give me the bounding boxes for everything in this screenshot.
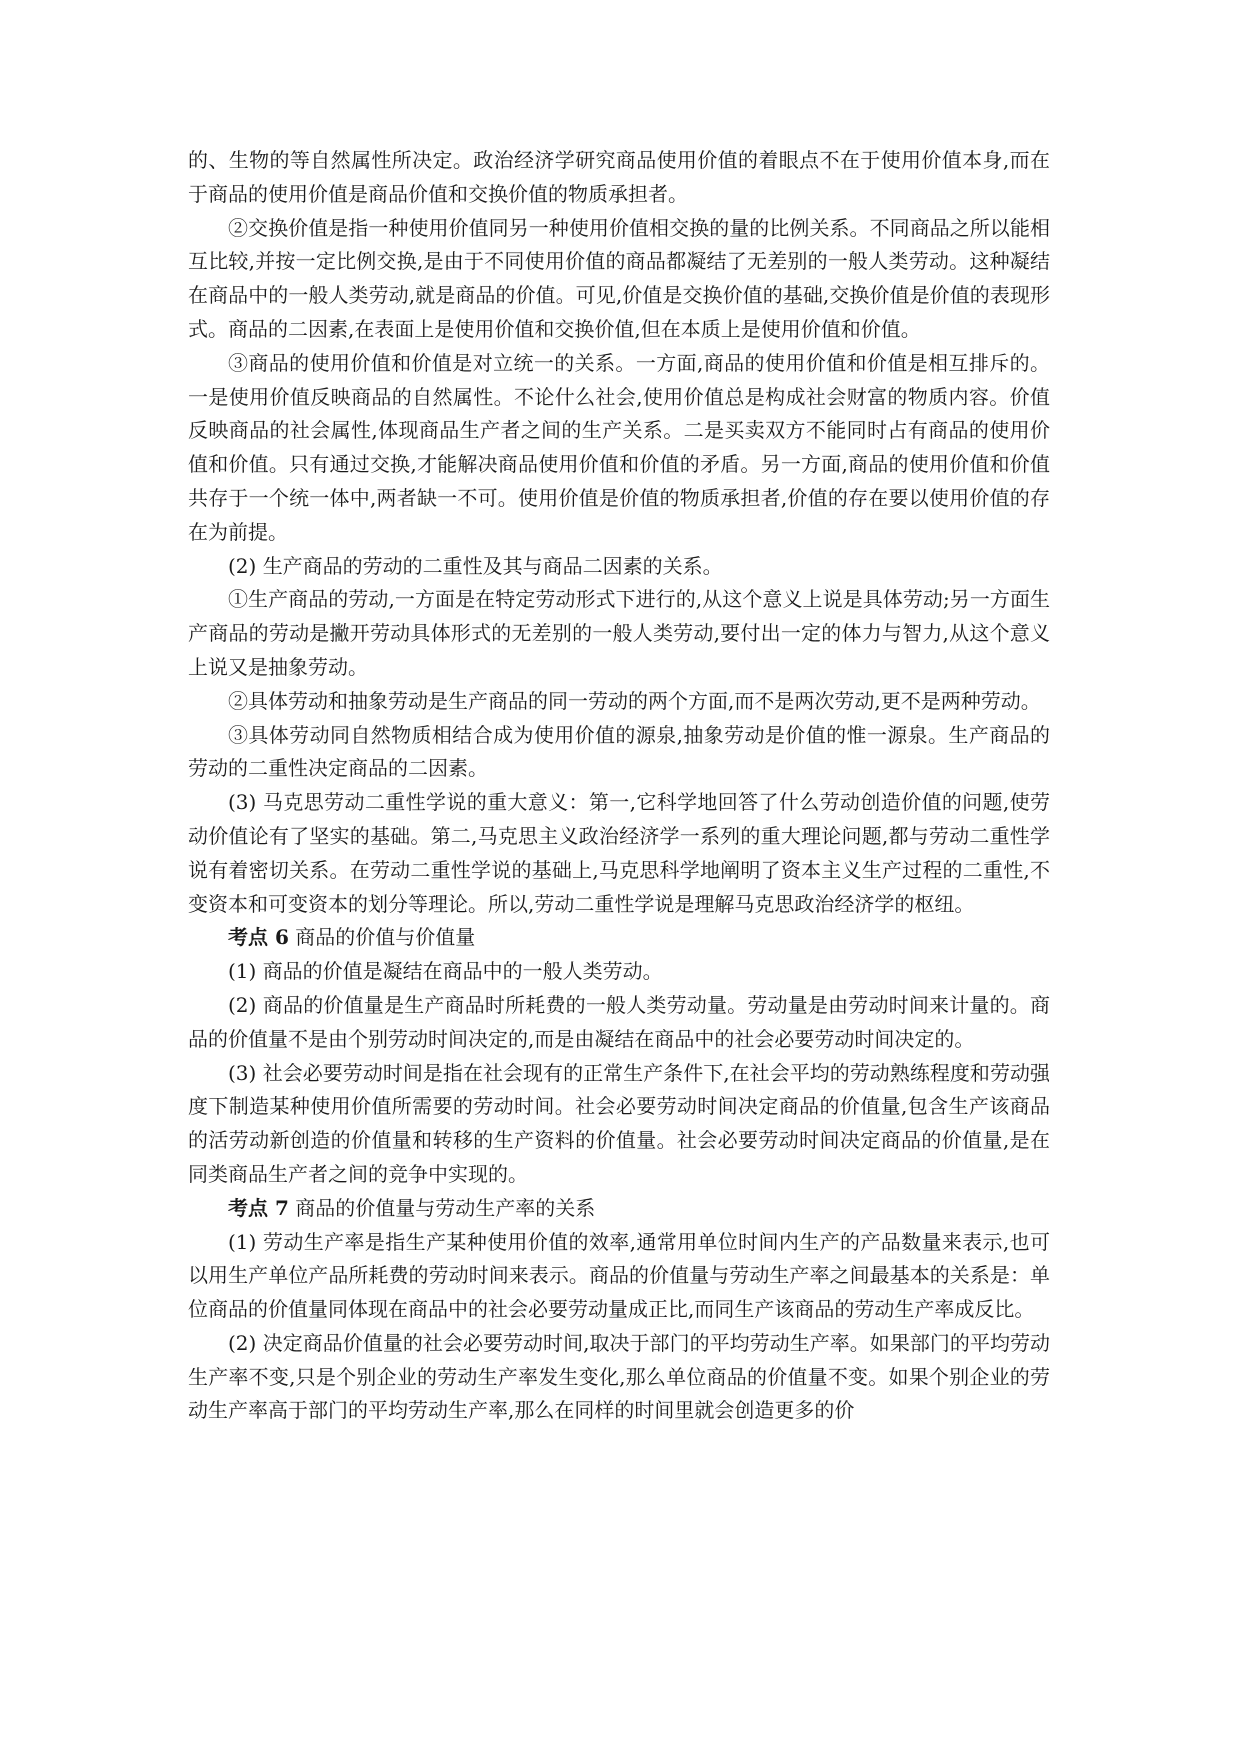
paragraph: ②具体劳动和抽象劳动是生产商品的同一劳动的两个方面,而不是两次劳动,更不是两种劳动。 (228, 688, 1041, 713)
paragraph: ②交换价值是指一种使用价值同另一种使用价值相交换的量的比例关系。不同商品之所以能相互比较,并按一定比例交换,是由于不同使用价值的商品都凝结了无差别的一般人类劳动。这种凝结在商品中的一般人类劳动,就是商品的价值。可见,价值是交换价值的基础,交换价值是价值的表现形式。商品的二因素,在表面上是使用价值和交换价值,但在本质上是使用价值和价值。 (188, 215, 1050, 341)
section-label: 考点 6 (228, 925, 289, 950)
paragraph: (3) 社会必要劳动时间是指在社会现有的正常生产条件下,在社会平均的劳动熟练程度和劳动强度下制造某种使用价值所需要的劳动时间。社会必要劳动时间决定商品的价值量,包含生产该商品的活劳动新创造的价值量和转移的生产资料的价值量。社会必要劳动时间决定商品的价值量,是在同类商品生产者之间的竞争中实现的。 (188, 1060, 1050, 1186)
paragraph: ①生产商品的劳动,一方面是在特定劳动形式下进行的,从这个意义上说是具体劳动;另一方面生产商品的劳动是撇开劳动具体形式的无差别的一般人类劳动,要付出一定的体力与智力,从这个意义上说又是抽象劳动。 (188, 587, 1050, 679)
section-heading (188, 921, 1050, 955)
section-label: 考点 7 (228, 1195, 289, 1220)
paragraph: (2) 决定商品价值量的社会必要劳动时间,取决于部门的平均劳动生产率。如果部门的平均劳动生产率不变,只是个别企业的劳动生产率发生变化,那么单位商品的价值量不变。如果个别企业的劳动生产率高于部门的平均劳动生产率,那么在同样的时间里就会创造更多的价 (188, 1330, 1050, 1423)
paragraph: ③具体劳动同自然物质相结合成为使用价值的源泉,抽象劳动是价值的惟一源泉。生产商品的劳动的二重性决定商品的二因素。 (188, 722, 1050, 781)
section-title: 商品的价值与价值量 (288, 925, 476, 950)
document-body (188, 144, 1050, 1428)
section-heading (188, 1192, 1050, 1226)
paragraph: (3) 马克思劳动二重性学说的重大意义：第一,它科学地回答了什么劳动创造价值的问题,使劳动价值论有了坚实的基础。第二,马克思主义政治经济学一系列的重大理论问题,都与劳动二重性学说有着密切关系。在劳动二重性学说的基础上,马克思科学地阐明了资本主义生产过程的二重性,不变资本和可变资本的划分等理论。所以,劳动二重性学说是理解马克思政治经济学的枢纽。 (188, 790, 1050, 916)
paragraph: (1) 劳动生产率是指生产某种使用价值的效率,通常用单位时间内生产的产品数量来表示,也可以用生产单位产品所耗费的劳动时间来表示。商品的价值量与劳动生产率之间最基本的关系是：单位商品的价值量同体现在商品中的社会必要劳动量成正比,而同生产该商品的劳动生产率成反比。 (188, 1229, 1050, 1322)
section-title: 商品的价值量与劳动生产率的关系 (288, 1195, 596, 1220)
paragraph: 的、生物的等自然属性所决定。政治经济学研究商品使用价值的着眼点不在于使用价值本身,而在于商品的使用价值是商品价值和交换价值的物质承担者。 (188, 148, 1050, 206)
paragraph: ③商品的使用价值和价值是对立统一的关系。一方面,商品的使用价值和价值是相互排斥的。一是使用价值反映商品的自然属性。不论什么社会,使用价值总是构成社会财富的物质内容。价值反映商品的社会属性,体现商品生产者之间的生产关系。二是买卖双方不能同时占有商品的使用价值和价值。只有通过交换,才能解决商品使用价值和价值的矛盾。另一方面,商品的使用价值和价值共存于一个统一体中,两者缺一不可。使用价值是价值的物质承担者,价值的存在要以使用价值的存在为前提。 (188, 350, 1050, 544)
paragraph: (2) 生产商品的劳动的二重性及其与商品二因素的关系。 (228, 553, 723, 578)
paragraph: (2) 商品的价值量是生产商品时所耗费的一般人类劳动量。劳动量是由劳动时间来计量的。商品的价值量不是由个别劳动时间决定的,而是由凝结在商品中的社会必要劳动时间决定的。 (188, 992, 1050, 1051)
paragraph: (1) 商品的价值是凝结在商品中的一般人类劳动。 (228, 959, 663, 984)
